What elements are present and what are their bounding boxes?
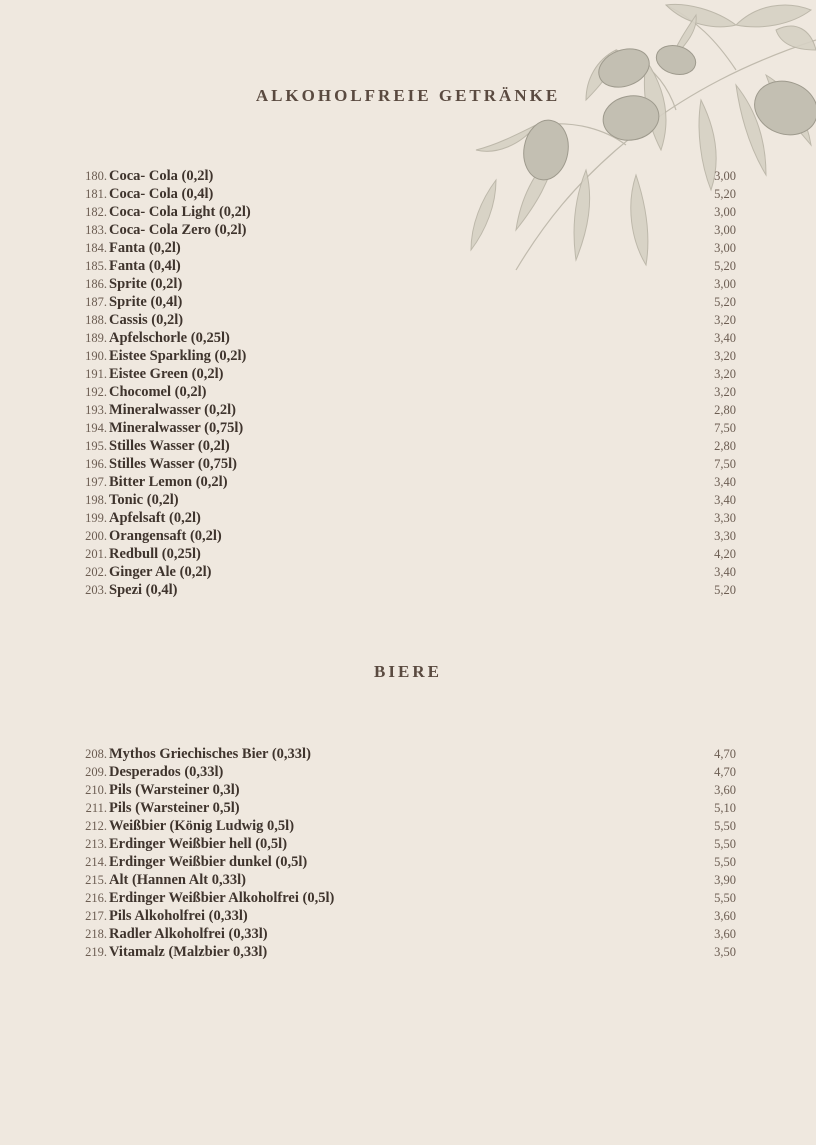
item-name: Chocomel (0,2l) (109, 384, 207, 400)
item-price: 3,90 (714, 873, 736, 887)
item-number: 200. (85, 529, 107, 543)
menu-item (80, 311, 740, 329)
item-name: Sprite (0,4l) (109, 294, 183, 310)
menu-item (80, 419, 740, 437)
menu-item (80, 167, 740, 185)
item-name: Desperados (0,33l) (109, 764, 224, 780)
menu-item (80, 527, 740, 545)
item-name: Bitter Lemon (0,2l) (109, 474, 228, 490)
menu-list-alkoholfrei (80, 167, 740, 599)
item-price: 5,50 (714, 891, 736, 905)
section-title-biere: BIERE (374, 662, 442, 681)
item-number: 201. (85, 547, 107, 561)
item-price: 3,00 (714, 223, 736, 237)
item-price: 5,50 (714, 837, 736, 851)
item-price: 5,20 (714, 187, 736, 201)
menu-item (80, 455, 740, 473)
menu-item (80, 763, 740, 781)
item-number: 185. (85, 259, 107, 273)
item-number: 208. (85, 747, 107, 761)
item-name: Sprite (0,2l) (109, 276, 183, 292)
menu-item (80, 817, 740, 835)
item-name: Eistee Sparkling (0,2l) (109, 348, 247, 364)
menu-item (80, 835, 740, 853)
item-number: 219. (85, 945, 107, 959)
item-name: Erdinger Weißbier Alkoholfrei (0,5l) (109, 890, 335, 906)
menu-item (80, 239, 740, 257)
item-name: Coca- Cola (0,2l) (109, 168, 214, 184)
item-price: 3,00 (714, 241, 736, 255)
item-number: 194. (85, 421, 107, 435)
item-price: 4,70 (714, 747, 736, 761)
item-name: Alt (Hannen Alt 0,33l) (109, 872, 246, 888)
menu-item (80, 781, 740, 799)
item-number: 189. (85, 331, 107, 345)
item-number: 216. (85, 891, 107, 905)
item-number: 209. (85, 765, 107, 779)
item-name: Eistee Green (0,2l) (109, 366, 224, 382)
item-name: Radler Alkoholfrei (0,33l) (109, 926, 268, 942)
item-price: 3,20 (714, 313, 736, 327)
item-price: 3,00 (714, 277, 736, 291)
item-name: Weißbier (König Ludwig 0,5l) (109, 818, 295, 834)
menu-item (80, 491, 740, 509)
item-name: Apfelsaft (0,2l) (109, 510, 201, 526)
item-price: 3,40 (714, 565, 736, 579)
item-name: Mineralwasser (0,2l) (109, 402, 236, 418)
item-number: 210. (85, 783, 107, 797)
item-price: 3,30 (714, 529, 736, 543)
item-price: 5,50 (714, 819, 736, 833)
menu-item (80, 203, 740, 221)
item-name: Fanta (0,4l) (109, 258, 181, 274)
item-name: Coca- Cola Zero (0,2l) (109, 222, 247, 238)
menu-item (80, 329, 740, 347)
item-name: Mineralwasser (0,75l) (109, 420, 244, 436)
item-number: 193. (85, 403, 107, 417)
item-name: Stilles Wasser (0,75l) (109, 456, 237, 472)
menu-item (80, 401, 740, 419)
item-number: 202. (85, 565, 107, 579)
menu-item (80, 889, 740, 907)
item-number: 180. (85, 169, 107, 183)
menu-item (80, 943, 740, 961)
item-name: Pils (Warsteiner 0,3l) (109, 782, 240, 798)
item-price: 2,80 (714, 403, 736, 417)
item-number: 187. (85, 295, 107, 309)
item-number: 217. (85, 909, 107, 923)
menu-item (80, 347, 740, 365)
menu-item (80, 799, 740, 817)
item-name: Ginger Ale (0,2l) (109, 564, 212, 580)
menu-item (80, 437, 740, 455)
item-price: 5,50 (714, 855, 736, 869)
menu-item (80, 275, 740, 293)
item-number: 197. (85, 475, 107, 489)
item-price: 4,20 (714, 547, 736, 561)
item-price: 3,60 (714, 909, 736, 923)
menu-item (80, 907, 740, 925)
item-price: 3,60 (714, 927, 736, 941)
item-name: Pils Alkoholfrei (0,33l) (109, 908, 248, 924)
menu-item (80, 509, 740, 527)
item-price: 3,00 (714, 169, 736, 183)
item-price: 7,50 (714, 457, 736, 471)
item-name: Erdinger Weißbier dunkel (0,5l) (109, 854, 308, 870)
item-name: Apfelschorle (0,25l) (109, 330, 230, 346)
item-name: Vitamalz (Malzbier 0,33l) (109, 944, 268, 960)
item-price: 5,20 (714, 295, 736, 309)
menu-item (80, 745, 740, 763)
item-number: 211. (85, 801, 107, 815)
item-price: 5,20 (714, 259, 736, 273)
item-number: 184. (85, 241, 107, 255)
item-number: 214. (85, 855, 107, 869)
item-price: 3,40 (714, 493, 736, 507)
item-number: 212. (85, 819, 107, 833)
item-name: Erdinger Weißbier hell (0,5l) (109, 836, 288, 852)
menu-item (80, 257, 740, 275)
menu-item (80, 563, 740, 581)
menu-item (80, 871, 740, 889)
menu-item (80, 185, 740, 203)
menu-item (80, 293, 740, 311)
menu-item (80, 853, 740, 871)
item-price: 3,40 (714, 475, 736, 489)
item-price: 3,40 (714, 331, 736, 345)
menu-item (80, 473, 740, 491)
item-name: Tonic (0,2l) (109, 492, 179, 508)
item-name: Mythos Griechisches Bier (0,33l) (109, 746, 311, 762)
menu-item (80, 581, 740, 599)
menu-item (80, 221, 740, 239)
item-price: 3,00 (714, 205, 736, 219)
menu-item (80, 925, 740, 943)
item-price: 7,50 (714, 421, 736, 435)
item-price: 4,70 (714, 765, 736, 779)
item-number: 181. (85, 187, 107, 201)
item-name: Coca- Cola (0,4l) (109, 186, 214, 202)
item-price: 5,10 (714, 801, 736, 815)
item-price: 3,20 (714, 367, 736, 381)
menu-item (80, 383, 740, 401)
item-price: 3,30 (714, 511, 736, 525)
item-number: 183. (85, 223, 107, 237)
item-price: 3,20 (714, 385, 736, 399)
item-number: 195. (85, 439, 107, 453)
item-number: 182. (85, 205, 107, 219)
item-price: 3,60 (714, 783, 736, 797)
item-number: 186. (85, 277, 107, 291)
item-price: 2,80 (714, 439, 736, 453)
item-number: 198. (85, 493, 107, 507)
item-name: Redbull (0,25l) (109, 546, 201, 562)
item-number: 190. (85, 349, 107, 363)
item-number: 191. (85, 367, 107, 381)
item-name: Coca- Cola Light (0,2l) (109, 204, 251, 220)
item-number: 188. (85, 313, 107, 327)
item-name: Orangensaft (0,2l) (109, 528, 222, 544)
item-name: Fanta (0,2l) (109, 240, 181, 256)
item-number: 215. (85, 873, 107, 887)
item-number: 218. (85, 927, 107, 941)
item-price: 3,20 (714, 349, 736, 363)
item-price: 3,50 (714, 945, 736, 959)
menu-list-biere (80, 745, 740, 961)
item-number: 192. (85, 385, 107, 399)
item-number: 196. (85, 457, 107, 471)
item-name: Pils (Warsteiner 0,5l) (109, 800, 240, 816)
item-number: 199. (85, 511, 107, 525)
item-name: Cassis (0,2l) (109, 312, 184, 328)
item-number: 203. (85, 583, 107, 597)
item-name: Stilles Wasser (0,2l) (109, 438, 230, 454)
menu-item (80, 365, 740, 383)
section-title-alkoholfrei: ALKOHOLFREIE GETRÄNKE (255, 86, 561, 105)
menu-item (80, 545, 740, 563)
item-name: Spezi (0,4l) (109, 582, 178, 598)
item-price: 5,20 (714, 583, 736, 597)
item-number: 213. (85, 837, 107, 851)
